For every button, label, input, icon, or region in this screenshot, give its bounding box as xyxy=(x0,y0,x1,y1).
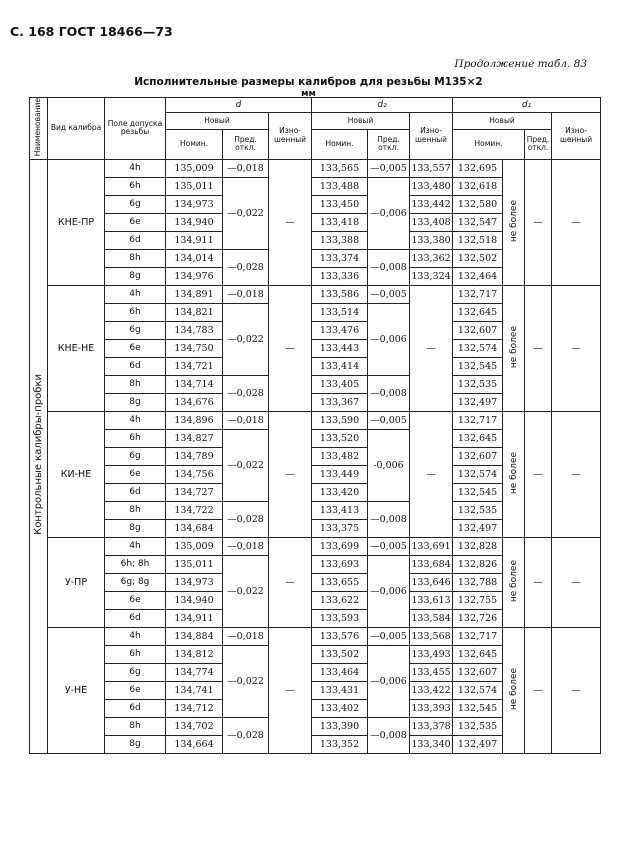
col-header-d1-nom: Номин. xyxy=(453,129,525,159)
col-header-kind: Вид калибра xyxy=(48,98,105,160)
d2-worn: 133,480 xyxy=(410,177,453,195)
d2-worn: 133,380 xyxy=(410,231,453,249)
col-header-d-worn: Изно- шенный xyxy=(269,113,312,160)
d1-nominal: 132,828 xyxy=(453,537,503,555)
table-body xyxy=(30,159,601,753)
d1-nominal: 132,497 xyxy=(453,735,503,753)
d2-nominal: 133,586 xyxy=(312,285,368,303)
col-header-d2-new: Новый xyxy=(312,113,410,130)
d2-worn: 133,340 xyxy=(410,735,453,753)
d1-nominal: 132,618 xyxy=(453,177,503,195)
d-nominal: 134,973 xyxy=(166,573,223,591)
d-nominal: 134,911 xyxy=(166,609,223,627)
tolerance-field: 8h xyxy=(105,501,166,519)
d-worn: — xyxy=(269,285,312,411)
calibre-kind: КНЕ-ПР xyxy=(48,159,105,285)
d2-nominal: 133,576 xyxy=(312,627,368,645)
d1-nominal: 132,545 xyxy=(453,483,503,501)
d2-nominal: 133,375 xyxy=(312,519,368,537)
d2-tolerance: —0,006 xyxy=(368,645,410,717)
d2-nominal: 133,514 xyxy=(312,303,368,321)
d2-nominal: 133,336 xyxy=(312,267,368,285)
d-nominal: 134,756 xyxy=(166,465,223,483)
d2-worn: — xyxy=(410,411,453,537)
d2-worn: 133,646 xyxy=(410,573,453,591)
d2-nominal: 133,405 xyxy=(312,375,368,393)
tolerance-field: 6e xyxy=(105,681,166,699)
d1-nominal: 132,645 xyxy=(453,645,503,663)
d2-worn: 133,455 xyxy=(410,663,453,681)
d2-tolerance: -0,006 xyxy=(368,429,410,501)
d2-nominal: 133,418 xyxy=(312,213,368,231)
d2-tolerance: —0,008 xyxy=(368,501,410,537)
d-nominal: 134,721 xyxy=(166,357,223,375)
tolerance-field: 6g xyxy=(105,663,166,681)
tolerance-field: 4h xyxy=(105,159,166,177)
calibre-kind: У-НЕ xyxy=(48,627,105,753)
d2-tolerance: —0,006 xyxy=(368,555,410,627)
d-worn: — xyxy=(269,411,312,537)
d-tolerance: —0,028 xyxy=(223,717,269,753)
d1-nominal: 132,497 xyxy=(453,393,503,411)
d2-nominal: 133,388 xyxy=(312,231,368,249)
tolerance-field: 6h; 8h xyxy=(105,555,166,573)
d2-nominal: 133,402 xyxy=(312,699,368,717)
d2-nominal: 133,482 xyxy=(312,447,368,465)
d1-note-cell xyxy=(503,627,525,753)
d-tolerance: —0,022 xyxy=(223,177,269,249)
d-nominal: 135,009 xyxy=(166,537,223,555)
tolerance-field: 4h xyxy=(105,285,166,303)
tolerance-field: 8h xyxy=(105,375,166,393)
d2-nominal: 133,693 xyxy=(312,555,368,573)
d1-tolerance: — xyxy=(525,627,552,753)
col-header-d-nom: Номин. xyxy=(166,129,223,159)
d1-worn: — xyxy=(552,159,601,285)
calibre-kind: У-ПР xyxy=(48,537,105,627)
d2-tolerance: —0,005 xyxy=(368,537,410,555)
d-nominal: 134,821 xyxy=(166,303,223,321)
d-nominal: 134,783 xyxy=(166,321,223,339)
d1-nominal: 132,788 xyxy=(453,573,503,591)
d-tolerance: —0,028 xyxy=(223,375,269,411)
col-header-name: Наименование xyxy=(30,98,48,160)
d2-nominal: 133,367 xyxy=(312,393,368,411)
d-tolerance: —0,028 xyxy=(223,249,269,285)
tolerance-field: 6h xyxy=(105,429,166,447)
d1-nominal: 132,547 xyxy=(453,213,503,231)
d1-nominal: 132,645 xyxy=(453,429,503,447)
table-row xyxy=(30,159,601,177)
d2-worn: 133,691 xyxy=(410,537,453,555)
col-header-d2-tol: Пред. откл. xyxy=(368,129,410,159)
d2-nominal: 133,374 xyxy=(312,249,368,267)
d2-nominal: 133,450 xyxy=(312,195,368,213)
d-nominal: 134,712 xyxy=(166,699,223,717)
table-row xyxy=(30,285,601,303)
d-tolerance: —0,018 xyxy=(223,159,269,177)
d-nominal: 134,884 xyxy=(166,627,223,645)
d2-worn: 133,493 xyxy=(410,645,453,663)
col-header-d-new: Новый xyxy=(166,113,269,130)
d2-nominal: 133,622 xyxy=(312,591,368,609)
d2-worn: 133,362 xyxy=(410,249,453,267)
d1-nominal: 132,574 xyxy=(453,681,503,699)
d-nominal: 134,702 xyxy=(166,717,223,735)
d2-nominal: 133,593 xyxy=(312,609,368,627)
d-nominal: 134,896 xyxy=(166,411,223,429)
tolerance-field: 6g; 8g xyxy=(105,573,166,591)
d1-note-cell xyxy=(503,537,525,627)
d2-worn: 133,378 xyxy=(410,717,453,735)
d1-nominal: 132,717 xyxy=(453,411,503,429)
d-nominal: 135,011 xyxy=(166,555,223,573)
d2-tolerance: —0,008 xyxy=(368,249,410,285)
not-more-label: не более xyxy=(508,199,519,242)
d-nominal: 134,789 xyxy=(166,447,223,465)
tolerance-field: 8g xyxy=(105,519,166,537)
d-nominal: 134,727 xyxy=(166,483,223,501)
tolerance-field: 6d xyxy=(105,357,166,375)
d2-worn: 133,393 xyxy=(410,699,453,717)
d-nominal: 134,827 xyxy=(166,429,223,447)
tolerance-field: 4h xyxy=(105,411,166,429)
d2-worn: 133,613 xyxy=(410,591,453,609)
d2-tolerance: —0,006 xyxy=(368,177,410,249)
d-tolerance: —0,022 xyxy=(223,645,269,717)
d2-tolerance: —0,005 xyxy=(368,411,410,429)
d1-tolerance: — xyxy=(525,159,552,285)
d1-nominal: 132,580 xyxy=(453,195,503,213)
d1-nominal: 132,545 xyxy=(453,699,503,717)
d2-worn: 133,442 xyxy=(410,195,453,213)
d-nominal: 134,774 xyxy=(166,663,223,681)
tolerance-field: 6e xyxy=(105,339,166,357)
tolerance-field: 4h xyxy=(105,627,166,645)
continuation-note: Продолжение табл. 83 xyxy=(454,58,587,70)
d2-tolerance: —0,005 xyxy=(368,159,410,177)
d1-nominal: 132,464 xyxy=(453,267,503,285)
tolerance-field: 6h xyxy=(105,177,166,195)
d-worn: — xyxy=(269,537,312,627)
d1-tolerance: — xyxy=(525,411,552,537)
d2-worn: 133,557 xyxy=(410,159,453,177)
d1-nominal: 132,645 xyxy=(453,303,503,321)
d1-nominal: 132,545 xyxy=(453,357,503,375)
d-nominal: 134,014 xyxy=(166,249,223,267)
calibre-table xyxy=(29,97,601,754)
col-header-field: Поле допуска резьбы xyxy=(105,98,166,160)
d-nominal: 134,664 xyxy=(166,735,223,753)
d1-nominal: 132,717 xyxy=(453,627,503,645)
d-nominal: 134,911 xyxy=(166,231,223,249)
d2-nominal: 133,420 xyxy=(312,483,368,501)
table-title: Исполнительные размеры калибров для резьбы М135×2 xyxy=(134,76,483,88)
d-nominal: 134,684 xyxy=(166,519,223,537)
d2-nominal: 133,352 xyxy=(312,735,368,753)
tolerance-field: 8g xyxy=(105,735,166,753)
col-header-d-tol: Пред. откл. xyxy=(223,129,269,159)
calibre-kind: КИ-НЕ xyxy=(48,411,105,537)
d1-nominal: 132,502 xyxy=(453,249,503,267)
tolerance-field: 6g xyxy=(105,195,166,213)
d1-nominal: 132,607 xyxy=(453,321,503,339)
d-tolerance: —0,022 xyxy=(223,429,269,501)
d1-note-cell xyxy=(503,159,525,285)
d1-nominal: 132,535 xyxy=(453,501,503,519)
d-nominal: 134,741 xyxy=(166,681,223,699)
d2-nominal: 133,443 xyxy=(312,339,368,357)
table-unit: мм xyxy=(301,89,316,99)
not-more-label: не более xyxy=(508,667,519,710)
d1-nominal: 132,826 xyxy=(453,555,503,573)
d-nominal: 135,009 xyxy=(166,159,223,177)
tolerance-field: 6g xyxy=(105,447,166,465)
d1-nominal: 132,695 xyxy=(453,159,503,177)
d-tolerance: —0,028 xyxy=(223,501,269,537)
d2-tolerance: —0,006 xyxy=(368,303,410,375)
d-nominal: 134,940 xyxy=(166,213,223,231)
d2-worn: 133,684 xyxy=(410,555,453,573)
d1-tolerance: — xyxy=(525,285,552,411)
page-header: С. 168 ГОСТ 18466—73 xyxy=(10,24,173,39)
d-nominal: 134,722 xyxy=(166,501,223,519)
d1-note-cell xyxy=(503,285,525,411)
d2-nominal: 133,590 xyxy=(312,411,368,429)
d-nominal: 134,750 xyxy=(166,339,223,357)
d2-nominal: 133,449 xyxy=(312,465,368,483)
calibre-kind: КНЕ-НЕ xyxy=(48,285,105,411)
group-label-cell xyxy=(30,159,48,753)
d-nominal: 134,676 xyxy=(166,393,223,411)
d2-nominal: 133,655 xyxy=(312,573,368,591)
not-more-label: не более xyxy=(508,451,519,494)
d2-worn: 133,584 xyxy=(410,609,453,627)
d1-nominal: 132,717 xyxy=(453,285,503,303)
tolerance-field: 6g xyxy=(105,321,166,339)
d1-worn: — xyxy=(552,411,601,537)
d-tolerance: —0,018 xyxy=(223,627,269,645)
d1-worn: — xyxy=(552,537,601,627)
d1-note-cell xyxy=(503,411,525,537)
tolerance-field: 6d xyxy=(105,699,166,717)
d-tolerance: —0,018 xyxy=(223,285,269,303)
d2-nominal: 133,476 xyxy=(312,321,368,339)
d2-nominal: 133,699 xyxy=(312,537,368,555)
d-tolerance: —0,018 xyxy=(223,537,269,555)
d-tolerance: —0,022 xyxy=(223,303,269,375)
not-more-label: не более xyxy=(508,325,519,368)
tolerance-field: 6h xyxy=(105,645,166,663)
d-tolerance: —0,022 xyxy=(223,555,269,627)
d1-tolerance: — xyxy=(525,537,552,627)
d1-nominal: 132,535 xyxy=(453,717,503,735)
d1-nominal: 132,726 xyxy=(453,609,503,627)
d1-nominal: 132,574 xyxy=(453,339,503,357)
d-nominal: 134,940 xyxy=(166,591,223,609)
d2-nominal: 133,390 xyxy=(312,717,368,735)
d2-tolerance: —0,008 xyxy=(368,717,410,753)
d1-nominal: 132,607 xyxy=(453,663,503,681)
tolerance-field: 8g xyxy=(105,267,166,285)
tolerance-field: 6d xyxy=(105,609,166,627)
col-header-d2: d₂ xyxy=(312,98,453,113)
d2-nominal: 133,502 xyxy=(312,645,368,663)
not-more-label: не более xyxy=(508,559,519,602)
tolerance-field: 6h xyxy=(105,303,166,321)
tolerance-field: 4h xyxy=(105,537,166,555)
tolerance-field: 6d xyxy=(105,483,166,501)
d1-nominal: 132,497 xyxy=(453,519,503,537)
tolerance-field: 6d xyxy=(105,231,166,249)
d2-worn: 133,422 xyxy=(410,681,453,699)
table-row xyxy=(30,411,601,429)
col-header-d2-nom: Номин. xyxy=(312,129,368,159)
d1-worn: — xyxy=(552,627,601,753)
d2-nominal: 133,565 xyxy=(312,159,368,177)
d2-nominal: 133,520 xyxy=(312,429,368,447)
col-header-d1-tol: Пред. откл. xyxy=(525,129,552,159)
tolerance-field: 8g xyxy=(105,393,166,411)
d-nominal: 134,714 xyxy=(166,375,223,393)
col-header-d1-new: Новый xyxy=(453,113,552,130)
d2-nominal: 133,413 xyxy=(312,501,368,519)
d2-tolerance: —0,005 xyxy=(368,285,410,303)
d-worn: — xyxy=(269,627,312,753)
table-row xyxy=(30,537,601,555)
d1-nominal: 132,755 xyxy=(453,591,503,609)
d1-nominal: 132,518 xyxy=(453,231,503,249)
col-header-d1-worn: Изно- шенный xyxy=(552,113,601,160)
d2-nominal: 133,431 xyxy=(312,681,368,699)
d-nominal: 135,011 xyxy=(166,177,223,195)
d2-worn: — xyxy=(410,285,453,411)
tolerance-field: 6e xyxy=(105,465,166,483)
d2-worn: 133,568 xyxy=(410,627,453,645)
d1-nominal: 132,574 xyxy=(453,465,503,483)
d2-tolerance: —0,008 xyxy=(368,375,410,411)
d2-nominal: 133,488 xyxy=(312,177,368,195)
d-nominal: 134,891 xyxy=(166,285,223,303)
d1-worn: — xyxy=(552,285,601,411)
d2-worn: 133,408 xyxy=(410,213,453,231)
d2-worn: 133,324 xyxy=(410,267,453,285)
d2-nominal: 133,464 xyxy=(312,663,368,681)
group-label: Контрольные калибры-пробки xyxy=(33,374,44,536)
d-nominal: 134,973 xyxy=(166,195,223,213)
tolerance-field: 8h xyxy=(105,717,166,735)
d-worn: — xyxy=(269,159,312,285)
col-header-d1: d₁ xyxy=(453,98,601,113)
d1-nominal: 132,535 xyxy=(453,375,503,393)
tolerance-field: 6e xyxy=(105,213,166,231)
col-header-d: d xyxy=(166,98,312,113)
tolerance-field: 8h xyxy=(105,249,166,267)
table-row xyxy=(30,627,601,645)
d1-nominal: 132,607 xyxy=(453,447,503,465)
d-nominal: 134,812 xyxy=(166,645,223,663)
tolerance-field: 6e xyxy=(105,591,166,609)
d-nominal: 134,976 xyxy=(166,267,223,285)
col-header-d2-worn: Изно- шенный xyxy=(410,113,453,160)
d-tolerance: —0,018 xyxy=(223,411,269,429)
d2-nominal: 133,414 xyxy=(312,357,368,375)
d2-tolerance: —0,005 xyxy=(368,627,410,645)
